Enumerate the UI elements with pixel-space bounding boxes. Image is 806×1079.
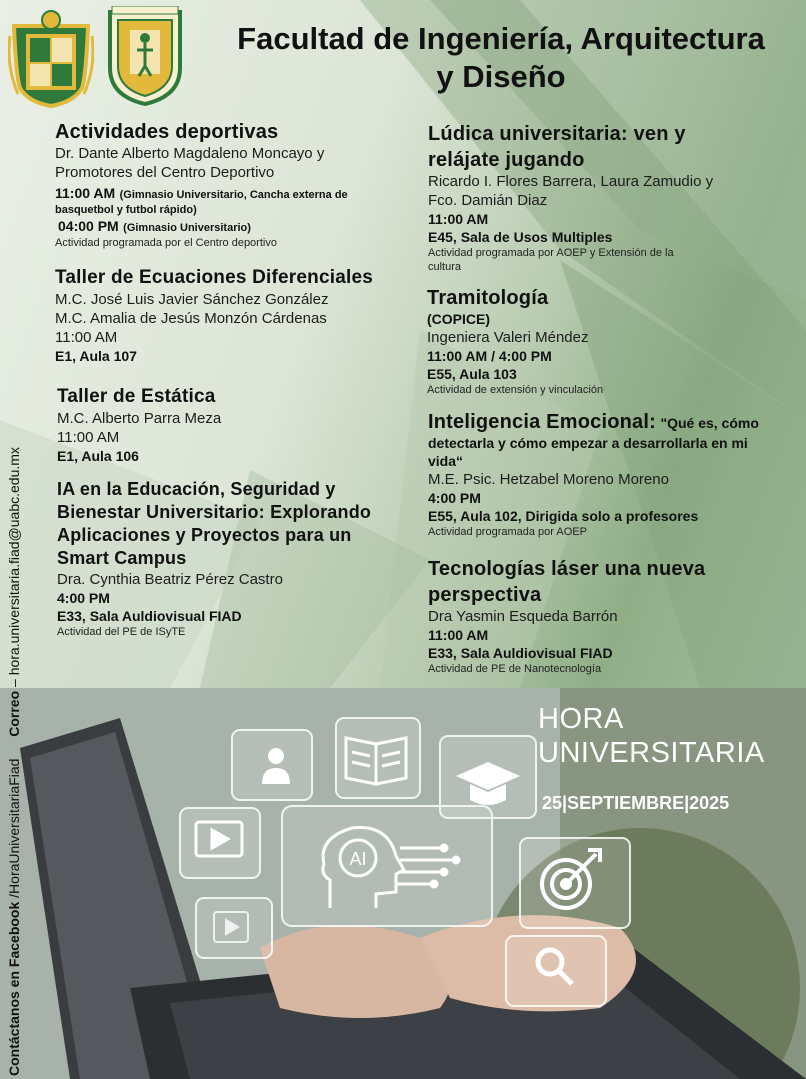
activity-title: Taller de Estática bbox=[57, 386, 216, 407]
activity-place: (Gimnasio Universitario) bbox=[123, 222, 251, 234]
activity-title: Inteligencia Emocional: bbox=[428, 411, 656, 433]
ai-label: AI bbox=[349, 849, 367, 869]
activity-title: Tramitología bbox=[427, 287, 549, 309]
email-link[interactable]: – hora.universitaria.fiad@uabc.edu.mx bbox=[6, 447, 22, 687]
activity-quote: detectarla y cómo empezar a desarrollarla en mi bbox=[428, 435, 748, 451]
activity-place: E33, Sala Auldiovisual FIAD bbox=[428, 645, 613, 661]
activity-title: Lúdica universitaria: ven y bbox=[428, 123, 686, 145]
activity-subtitle: (COPICE) bbox=[427, 311, 490, 327]
activity-speaker: Ricardo I. Flores Barrera, Laura Zamudio y bbox=[428, 173, 714, 190]
activity-ecuaciones bbox=[55, 266, 395, 365]
banner-title-line-2: UNIVERSITARIA bbox=[538, 737, 765, 769]
activity-note: Actividad de extensión y vinculación bbox=[427, 384, 604, 396]
activity-title: Smart Campus bbox=[57, 548, 187, 568]
activity-time: 11:00 AM bbox=[57, 429, 120, 446]
activity-speaker: M.E. Psic. Hetzabel Moreno Moreno bbox=[428, 471, 669, 488]
activity-title: Aplicaciones y Proyectos para un bbox=[57, 525, 352, 545]
activity-speaker: Dra Yasmin Esqueda Barrón bbox=[428, 608, 618, 625]
activity-place: E1, Aula 106 bbox=[57, 448, 139, 464]
activity-time: 11:00 AM bbox=[55, 329, 118, 346]
activity-speaker: Fco. Damián Diaz bbox=[428, 192, 548, 209]
activity-schedule bbox=[55, 184, 395, 203]
activity-note: Actividad programada por AOEP bbox=[428, 526, 587, 538]
banner-photo bbox=[0, 688, 806, 1079]
activity-note: cultura bbox=[428, 261, 462, 273]
activity-time: 04:00 PM bbox=[58, 218, 119, 234]
uabc-logo bbox=[8, 6, 94, 110]
activity-note: Actividad programada por el Centro deportivo bbox=[55, 237, 277, 249]
activity-title: IA en la Educación, Seguridad y bbox=[57, 479, 336, 499]
activity-place: basquetbol y futbol rápido) bbox=[55, 204, 197, 216]
activity-place: E45, Sala de Usos Multiples bbox=[428, 229, 613, 245]
activity-schedule bbox=[58, 217, 395, 236]
activity-ia bbox=[57, 478, 407, 639]
activity-title: Taller de Ecuaciones Diferenciales bbox=[55, 267, 373, 288]
event-date: 25|SEPTIEMBRE|2025 bbox=[542, 793, 730, 813]
activity-time: 4:00 PM bbox=[57, 590, 110, 606]
activity-time: 11:00 AM bbox=[428, 627, 489, 643]
activity-inteligencia bbox=[428, 410, 800, 539]
facebook-link[interactable]: /HoraUniversitariaFiad bbox=[6, 758, 22, 898]
activity-speaker: M.C. Alberto Parra Meza bbox=[57, 410, 222, 427]
fiad-logo bbox=[106, 6, 184, 106]
banner-title-line-1: HORA bbox=[538, 703, 624, 735]
activity-place: E33, Sala Auldiovisual FIAD bbox=[57, 608, 242, 624]
facebook-label: Contáctanos en Facebook bbox=[6, 901, 22, 1076]
activity-time: 11:00 AM / 4:00 PM bbox=[427, 348, 552, 364]
title-line-1: Facultad de Ingeniería, Arquitectura bbox=[237, 21, 765, 56]
activity-speaker: Ingeniera Valeri Méndez bbox=[427, 329, 589, 346]
activity-title: relájate jugando bbox=[428, 149, 585, 171]
activity-place: E55, Aula 102, Dirigida solo a profesores bbox=[428, 508, 699, 524]
activity-time: 11:00 AM bbox=[55, 185, 116, 201]
activity-title: Bienestar Universitario: Explorando bbox=[57, 502, 372, 522]
activity-quote: vida“ bbox=[428, 453, 464, 469]
banner-title bbox=[538, 702, 806, 770]
activity-tramitologia bbox=[427, 286, 797, 397]
activity-place: (Gimnasio Universitario, Cancha externa de bbox=[119, 189, 348, 201]
activity-title: Tecnologías láser una nueva bbox=[428, 558, 706, 580]
page-title bbox=[196, 20, 806, 96]
activity-speaker: Promotores del Centro Deportivo bbox=[55, 164, 275, 181]
activity-quote: "Qué es, cómo bbox=[660, 415, 759, 431]
activity-place: E1, Aula 107 bbox=[55, 348, 137, 364]
activity-time: 4:00 PM bbox=[428, 490, 481, 506]
title-line-2: y Diseño bbox=[436, 59, 566, 94]
activity-ludica bbox=[428, 122, 798, 274]
contact-strip bbox=[3, 316, 25, 1076]
activity-place: E55, Aula 103 bbox=[427, 366, 517, 382]
activity-note: Actividad programada por AOEP y Extensión de la bbox=[428, 247, 674, 259]
activity-heading bbox=[428, 410, 800, 434]
activity-time: 11:00 AM bbox=[428, 211, 489, 227]
activity-speaker: Dr. Dante Alberto Magdaleno Moncayo y bbox=[55, 145, 325, 162]
activity-deportivas bbox=[55, 120, 395, 250]
activity-note: Actividad de PE de Nanotecnología bbox=[428, 663, 602, 675]
activity-speaker: M.C. Amalia de Jesús Monzón Cárdenas bbox=[55, 310, 327, 327]
activity-speaker: Dra. Cynthia Beatriz Pérez Castro bbox=[57, 571, 283, 588]
activity-title: perspectiva bbox=[428, 584, 542, 606]
activity-speaker: M.C. José Luis Javier Sánchez González bbox=[55, 291, 329, 308]
activity-note: Actividad del PE de ISyTE bbox=[57, 626, 186, 638]
activity-estatica bbox=[57, 385, 397, 465]
activity-laser bbox=[428, 557, 798, 676]
activity-title: Actividades deportivas bbox=[55, 121, 279, 143]
email-label: Correo bbox=[6, 690, 22, 737]
